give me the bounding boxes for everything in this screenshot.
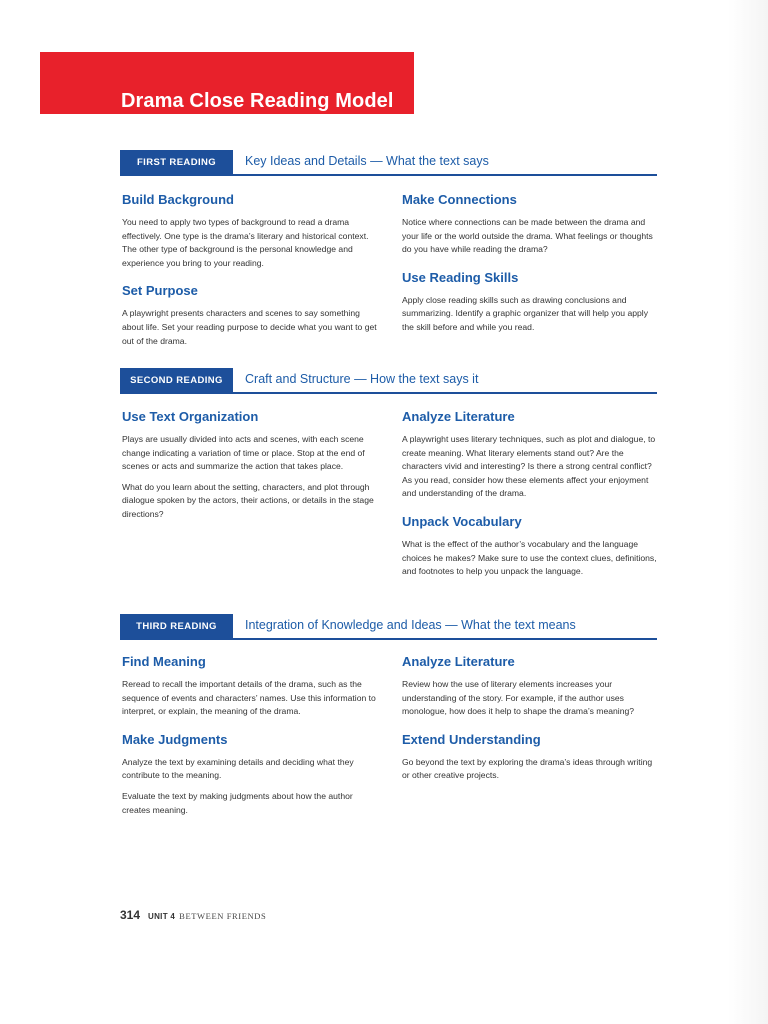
page-title: Drama Close Reading Model: [121, 90, 394, 112]
unit-title: BETWEEN FRIENDS: [179, 911, 267, 921]
section-block: [402, 270, 657, 335]
section-block: [402, 732, 657, 783]
section-text: What do you learn about the setting, characters, and plot through dialogue spoken by the actors, their actions, or details in the stage directions?: [122, 481, 374, 519]
section-text: A playwright presents characters and scenes to say something about life. Set your reading purpose to decide what you want to get out of the drama.: [122, 308, 377, 346]
section-text: You need to apply two types of background to read a drama effectively. One type is the drama’s literary and historical context. The other type of background is the personal knowledge and experience you bring to your reading.: [122, 217, 369, 268]
section-heading: Analyze Literature: [402, 654, 515, 669]
reading-title: Key Ideas and Details — What the text says: [245, 154, 489, 168]
section-heading: Set Purpose: [122, 283, 198, 299]
reading-tag: THIRD READING: [120, 614, 233, 638]
section-block: [122, 409, 377, 522]
page-number: 314: [120, 908, 141, 922]
first-reading-right-column: [402, 192, 657, 348]
reading-tag: SECOND READING: [120, 368, 233, 392]
section-text: Analyze the text by examining details and deciding what they contribute to the meaning.: [122, 756, 354, 781]
section-block: [402, 409, 657, 501]
third-reading-header: [120, 614, 657, 640]
section-heading: Analyze Literature: [402, 409, 515, 424]
section-heading: Find Meaning: [122, 654, 206, 669]
section-block: [122, 654, 377, 719]
section-text: Apply close reading skills such as drawing conclusions and summarizing. Identify a graphic organizer that will help you apply the skill before and while you read.: [402, 294, 649, 332]
title-banner: [40, 52, 414, 114]
reading-tag: FIRST READING: [120, 150, 233, 174]
section-text: Review how the use of literary elements increases your understanding of the story. For example, if the author uses monologue, how does it help to shape the drama’s meaning?: [402, 679, 635, 717]
section-heading: Make Judgments: [122, 731, 228, 747]
section-block: [402, 514, 657, 579]
section-block: [402, 654, 657, 719]
second-reading-header: [120, 368, 657, 394]
section-block: [122, 192, 377, 270]
reading-title: Integration of Knowledge and Ideas — What the text means: [245, 618, 576, 632]
section-heading: Extend Understanding: [402, 731, 541, 747]
second-reading-left-column: [122, 409, 377, 535]
first-reading-header: [120, 150, 657, 176]
reading-title: Craft and Structure — How the text says it: [245, 372, 479, 386]
section-heading: Make Connections: [402, 192, 517, 207]
page-footer: [120, 908, 266, 922]
section-block: [402, 192, 657, 257]
section-block: [122, 283, 377, 348]
section-block: [122, 732, 377, 817]
section-heading: Use Text Organization: [122, 409, 259, 424]
third-reading-right-column: [402, 654, 657, 796]
section-text: A playwright uses literary techniques, such as plot and dialogue, to create meaning. What literary elements stand out? Are the characters vivid and interesting? Is there a strong central conflict? As you read, consider how these elements affect your enjoyment and understanding of the drama.: [402, 434, 656, 499]
section-text: Plays are usually divided into acts and scenes, with each scene change indicating a variation of time or place. Stop at the end of scenes or acts and summarize the action that takes place.: [122, 434, 365, 472]
first-reading-left-column: [122, 192, 377, 361]
section-heading: Unpack Vocabulary: [402, 513, 522, 529]
page-edge-shadow: [728, 0, 768, 1024]
section-text: Notice where connections can be made between the drama and your life or the world outside the drama. What feelings or thoughts do you have while reading the drama?: [402, 217, 653, 255]
section-heading: Use Reading Skills: [402, 269, 519, 285]
second-reading-right-column: [402, 409, 657, 592]
section-text: Go beyond the text by exploring the drama’s ideas through writing or other creative projects.: [402, 756, 653, 781]
section-text: Reread to recall the important details of the drama, such as the sequence of events and characters’ names. Use this information to interpret, or explain, the meaning of the drama.: [122, 679, 376, 717]
third-reading-left-column: [122, 654, 377, 830]
unit-label: UNIT 4: [148, 912, 176, 921]
section-text: What is the effect of the author’s vocabulary and the language choices he makes? Make sure to use the context clues, definitions, and footnotes to help you unpack the language.: [402, 538, 657, 577]
section-heading: Build Background: [122, 192, 234, 207]
section-text: Evaluate the text by making judgments about how the author creates meaning.: [122, 790, 353, 815]
